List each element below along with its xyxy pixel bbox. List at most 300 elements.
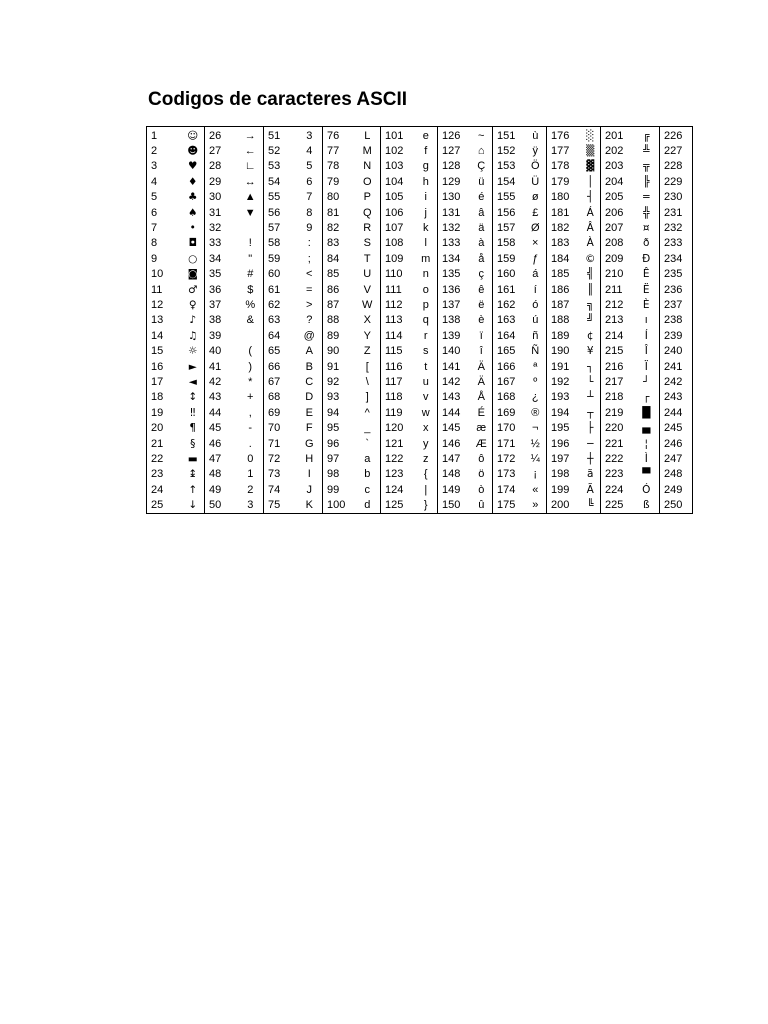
char-glyph-cell: ` bbox=[365, 437, 370, 450]
char-glyph-cell: g bbox=[422, 160, 429, 173]
char-code-cell: 72 bbox=[264, 451, 297, 466]
char-glyph-cell: l bbox=[424, 237, 427, 250]
char-code-cell: 92 bbox=[323, 374, 355, 389]
char-code-cell: 106 bbox=[381, 205, 415, 220]
table-row bbox=[147, 251, 693, 266]
char-code-cell: 182 bbox=[547, 220, 581, 235]
char-code-cell: 209 bbox=[601, 251, 634, 266]
char-code-cell: 194 bbox=[547, 405, 581, 420]
char-code-cell: 54 bbox=[264, 174, 297, 189]
char-code-cell: 67 bbox=[264, 374, 297, 389]
char-code-cell: 125 bbox=[381, 497, 415, 513]
char-code-cell: 32 bbox=[205, 220, 238, 235]
char-code-cell: 40 bbox=[205, 343, 238, 358]
char-code-cell: 126 bbox=[438, 127, 471, 144]
char-glyph-cell: h bbox=[422, 175, 429, 188]
char-glyph-cell: Ü bbox=[531, 175, 540, 188]
char-glyph-cell: G bbox=[304, 437, 314, 450]
char-code-cell: 235 bbox=[660, 267, 693, 282]
page-title: Codigos de caracteres ASCII bbox=[148, 89, 408, 110]
char-glyph-cell: b bbox=[364, 468, 371, 481]
char-code-cell: 13 bbox=[147, 313, 182, 328]
char-glyph-cell: Ë bbox=[642, 283, 650, 296]
char-code-cell: 61 bbox=[264, 282, 297, 297]
char-code-cell: 213 bbox=[601, 313, 634, 328]
char-glyph-cell: X bbox=[363, 314, 371, 327]
char-code-cell: 196 bbox=[547, 436, 581, 451]
char-code-cell: 18 bbox=[147, 390, 182, 405]
char-code-cell: 173 bbox=[493, 467, 525, 482]
char-code-cell: 205 bbox=[601, 190, 634, 205]
char-glyph-cell: ¡ bbox=[533, 468, 538, 481]
char-code-cell: 116 bbox=[381, 359, 415, 374]
char-code-cell: 157 bbox=[493, 220, 525, 235]
char-code-cell: 140 bbox=[438, 343, 471, 358]
char-code-cell: 212 bbox=[601, 297, 634, 312]
char-code-cell: 121 bbox=[381, 436, 415, 451]
char-code-cell: 97 bbox=[323, 451, 355, 466]
char-code-cell: 73 bbox=[264, 467, 297, 482]
char-code-cell: 226 bbox=[660, 127, 693, 144]
char-code-cell: 150 bbox=[438, 497, 471, 513]
char-code-cell: 152 bbox=[493, 143, 525, 158]
char-glyph-cell: º bbox=[533, 375, 538, 388]
char-glyph-cell: [ bbox=[365, 360, 369, 373]
char-glyph-cell: E bbox=[305, 406, 313, 419]
char-code-cell: 78 bbox=[323, 159, 355, 174]
char-glyph-cell: z bbox=[423, 452, 429, 465]
char-code-cell: 27 bbox=[205, 143, 238, 158]
char-glyph-cell: ø bbox=[531, 191, 539, 204]
char-glyph-cell: ) bbox=[248, 360, 253, 373]
char-code-cell: 42 bbox=[205, 374, 238, 389]
char-glyph-cell: ═ bbox=[643, 191, 650, 204]
char-code-cell: 175 bbox=[493, 497, 525, 513]
char-glyph-cell: ↨ bbox=[188, 468, 198, 481]
char-glyph-cell: B bbox=[305, 360, 313, 373]
char-code-cell: 193 bbox=[547, 390, 581, 405]
char-glyph-cell: ù bbox=[525, 127, 547, 144]
char-glyph-cell: * bbox=[248, 375, 253, 388]
char-glyph-cell: | bbox=[424, 483, 428, 496]
char-code-cell: 100 bbox=[323, 497, 355, 513]
char-code-cell: 21 bbox=[147, 436, 182, 451]
char-code-cell: 59 bbox=[264, 251, 297, 266]
char-code-cell: 46 bbox=[205, 436, 238, 451]
char-code-cell: 168 bbox=[493, 390, 525, 405]
char-code-cell: 71 bbox=[264, 436, 297, 451]
char-code-cell: 133 bbox=[438, 236, 471, 251]
char-code-cell: 166 bbox=[493, 359, 525, 374]
char-code-cell: 165 bbox=[493, 343, 525, 358]
char-glyph-cell: ò bbox=[478, 483, 485, 496]
char-glyph-cell: i bbox=[424, 191, 427, 204]
char-glyph-cell: ~ bbox=[471, 127, 493, 144]
char-glyph-cell: ö bbox=[478, 468, 485, 481]
table-row bbox=[147, 143, 693, 158]
char-glyph-cell: │ bbox=[587, 175, 594, 188]
char-code-cell: 124 bbox=[381, 482, 415, 497]
char-code-cell: 185 bbox=[547, 267, 581, 282]
char-code-cell: 230 bbox=[660, 190, 693, 205]
char-code-cell: 25 bbox=[147, 497, 182, 513]
char-glyph-cell: K bbox=[297, 497, 323, 513]
char-code-cell: 233 bbox=[660, 236, 693, 251]
char-code-cell: 244 bbox=[660, 405, 693, 420]
char-code-cell: 210 bbox=[601, 267, 634, 282]
char-code-cell: 16 bbox=[147, 359, 182, 374]
char-code-cell: 200 bbox=[547, 497, 581, 513]
char-code-cell: 101 bbox=[381, 127, 415, 144]
char-code-cell: 79 bbox=[323, 174, 355, 189]
char-code-cell: 211 bbox=[601, 282, 634, 297]
char-code-cell: 120 bbox=[381, 420, 415, 435]
table-row bbox=[147, 467, 693, 482]
char-code-cell: 164 bbox=[493, 328, 525, 343]
char-glyph-cell: ╚ bbox=[581, 497, 601, 513]
char-glyph-cell: ▲ bbox=[244, 191, 256, 204]
char-glyph-cell: A bbox=[305, 345, 313, 358]
char-code-cell: 149 bbox=[438, 482, 471, 497]
char-glyph-cell: - bbox=[248, 422, 253, 435]
char-glyph-cell: ↑ bbox=[188, 483, 198, 496]
char-glyph-cell: $ bbox=[247, 283, 254, 296]
char-code-cell: 179 bbox=[547, 174, 581, 189]
char-code-cell: 170 bbox=[493, 420, 525, 435]
char-code-cell: 199 bbox=[547, 482, 581, 497]
char-code-cell: 155 bbox=[493, 190, 525, 205]
char-glyph-cell: M bbox=[362, 145, 372, 158]
char-code-cell: 29 bbox=[205, 174, 238, 189]
char-glyph-cell: W bbox=[362, 298, 373, 311]
char-code-cell: 192 bbox=[547, 374, 581, 389]
char-code-cell: 75 bbox=[264, 497, 297, 513]
char-code-cell: 239 bbox=[660, 328, 693, 343]
table-row bbox=[147, 451, 693, 466]
char-code-cell: 80 bbox=[323, 190, 355, 205]
char-code-cell: 137 bbox=[438, 297, 471, 312]
char-code-cell: 43 bbox=[205, 390, 238, 405]
char-code-cell: 214 bbox=[601, 328, 634, 343]
char-code-cell: 215 bbox=[601, 343, 634, 358]
char-code-cell: 39 bbox=[205, 328, 238, 343]
char-glyph-cell: s bbox=[423, 345, 429, 358]
char-glyph-cell: # bbox=[247, 268, 254, 281]
char-glyph-cell: @ bbox=[303, 329, 315, 342]
char-glyph-cell: ╣ bbox=[587, 268, 594, 281]
char-code-cell: 242 bbox=[660, 374, 693, 389]
char-code-cell: 158 bbox=[493, 236, 525, 251]
char-glyph-cell: T bbox=[363, 252, 371, 265]
char-glyph-cell: ╗ bbox=[587, 298, 594, 311]
char-code-cell: 128 bbox=[438, 159, 471, 174]
char-glyph-cell: C bbox=[305, 375, 314, 388]
char-code-cell: 57 bbox=[264, 220, 297, 235]
char-code-cell: 122 bbox=[381, 451, 415, 466]
char-glyph-cell: î bbox=[479, 345, 483, 358]
char-code-cell: 53 bbox=[264, 159, 297, 174]
char-code-cell: 2 bbox=[147, 143, 182, 158]
char-glyph-cell: , bbox=[248, 406, 252, 419]
char-code-cell: 77 bbox=[323, 143, 355, 158]
char-code-cell: 231 bbox=[660, 205, 693, 220]
char-glyph-cell: H bbox=[305, 452, 314, 465]
char-glyph-cell: ú bbox=[532, 314, 539, 327]
char-code-cell: 38 bbox=[205, 313, 238, 328]
char-code-cell: 174 bbox=[493, 482, 525, 497]
char-glyph-cell bbox=[238, 220, 264, 235]
char-glyph-cell: Z bbox=[363, 345, 371, 358]
char-code-cell: 198 bbox=[547, 467, 581, 482]
char-code-cell: 58 bbox=[264, 236, 297, 251]
char-code-cell: 172 bbox=[493, 451, 525, 466]
char-code-cell: 144 bbox=[438, 405, 471, 420]
char-code-cell: 60 bbox=[264, 267, 297, 282]
char-code-cell: 14 bbox=[147, 328, 182, 343]
char-glyph-cell: ┤ bbox=[587, 191, 594, 204]
char-glyph-cell: ä bbox=[478, 222, 485, 235]
char-code-cell: 206 bbox=[601, 205, 634, 220]
char-code-cell: 113 bbox=[381, 313, 415, 328]
char-glyph-cell: ╔ bbox=[634, 127, 660, 144]
char-glyph-cell: ╝ bbox=[587, 314, 594, 327]
table-row bbox=[147, 236, 693, 251]
char-glyph-cell: = bbox=[306, 283, 313, 296]
char-code-cell: 224 bbox=[601, 482, 634, 497]
char-glyph-cell: ß bbox=[634, 497, 660, 513]
char-code-cell: 107 bbox=[381, 220, 415, 235]
char-code-cell: 248 bbox=[660, 467, 693, 482]
char-glyph-cell: Ñ bbox=[531, 345, 540, 358]
char-code-cell: 160 bbox=[493, 267, 525, 282]
char-glyph-cell: Ì bbox=[644, 452, 648, 465]
char-code-cell: 33 bbox=[205, 236, 238, 251]
char-glyph-cell: 6 bbox=[306, 175, 313, 188]
char-glyph-cell: } bbox=[415, 497, 438, 513]
char-code-cell: 245 bbox=[660, 420, 693, 435]
char-glyph-cell: ¦ bbox=[644, 437, 649, 450]
char-code-cell: 188 bbox=[547, 313, 581, 328]
char-code-cell: 94 bbox=[323, 405, 355, 420]
char-code-cell: 189 bbox=[547, 328, 581, 343]
char-glyph-cell: \ bbox=[365, 375, 369, 388]
char-glyph-cell: ├ bbox=[587, 422, 594, 435]
char-code-cell: 34 bbox=[205, 251, 238, 266]
char-glyph-cell: ô bbox=[478, 452, 485, 465]
char-glyph-cell: u bbox=[422, 375, 429, 388]
char-code-cell: 98 bbox=[323, 467, 355, 482]
char-glyph-cell: 8 bbox=[306, 206, 313, 219]
char-glyph-cell: ♀ bbox=[188, 298, 197, 311]
char-code-cell: 3 bbox=[147, 159, 182, 174]
char-glyph-cell: ○ bbox=[188, 252, 198, 265]
char-glyph-cell: ® bbox=[531, 406, 540, 419]
char-code-cell: 171 bbox=[493, 436, 525, 451]
char-code-cell: 241 bbox=[660, 359, 693, 374]
char-glyph-cell: x bbox=[423, 422, 429, 435]
char-code-cell: 109 bbox=[381, 251, 415, 266]
char-glyph-cell: 7 bbox=[306, 191, 313, 204]
char-glyph-cell: d bbox=[355, 497, 381, 513]
char-glyph-cell: Ð bbox=[642, 252, 651, 265]
char-glyph-cell: ¬ bbox=[532, 422, 539, 435]
char-code-cell: 66 bbox=[264, 359, 297, 374]
char-glyph-cell: å bbox=[478, 252, 485, 265]
char-glyph-cell: ♪ bbox=[189, 314, 197, 327]
char-code-cell: 12 bbox=[147, 297, 182, 312]
char-glyph-cell: Ø bbox=[530, 222, 540, 235]
char-glyph-cell: ã bbox=[587, 468, 594, 481]
char-glyph-cell: ê bbox=[478, 283, 485, 296]
char-glyph-cell: > bbox=[306, 298, 313, 311]
char-glyph-cell: ¥ bbox=[586, 345, 594, 358]
char-code-cell: 225 bbox=[601, 497, 634, 513]
char-glyph-cell: ◄ bbox=[188, 375, 197, 388]
char-code-cell: 176 bbox=[547, 127, 581, 144]
char-glyph-cell: Ã bbox=[586, 483, 594, 496]
char-glyph-cell: ¿ bbox=[531, 391, 539, 404]
char-code-cell: 151 bbox=[493, 127, 525, 144]
char-code-cell: 117 bbox=[381, 374, 415, 389]
char-glyph-cell: 0 bbox=[247, 452, 254, 465]
char-glyph-cell: É bbox=[477, 406, 485, 419]
char-code-cell: 141 bbox=[438, 359, 471, 374]
char-glyph-cell: " bbox=[248, 252, 253, 265]
char-code-cell: 219 bbox=[601, 405, 634, 420]
char-glyph-cell: û bbox=[471, 497, 493, 513]
char-code-cell: 47 bbox=[205, 451, 238, 466]
char-code-cell: 96 bbox=[323, 436, 355, 451]
char-code-cell: 84 bbox=[323, 251, 355, 266]
char-glyph-cell: ┌ bbox=[643, 391, 650, 404]
table-row bbox=[147, 159, 693, 174]
char-code-cell: 24 bbox=[147, 482, 182, 497]
char-glyph-cell: a bbox=[364, 452, 371, 465]
char-code-cell: 11 bbox=[147, 282, 182, 297]
char-code-cell: 154 bbox=[493, 174, 525, 189]
char-glyph-cell: ^ bbox=[364, 406, 370, 419]
char-code-cell: 50 bbox=[205, 497, 238, 513]
char-code-cell: 65 bbox=[264, 343, 297, 358]
char-glyph-cell: N bbox=[363, 160, 372, 173]
char-glyph-cell: « bbox=[532, 483, 539, 496]
table-row bbox=[147, 374, 693, 389]
char-glyph-cell: █ bbox=[642, 406, 651, 419]
char-glyph-cell: → bbox=[238, 127, 264, 144]
char-code-cell: 240 bbox=[660, 343, 693, 358]
char-code-cell: 246 bbox=[660, 436, 693, 451]
char-code-cell: 183 bbox=[547, 236, 581, 251]
char-code-cell: 145 bbox=[438, 420, 471, 435]
char-code-cell: 90 bbox=[323, 343, 355, 358]
ascii-table-body bbox=[147, 127, 693, 514]
char-glyph-cell: ó bbox=[532, 298, 539, 311]
char-code-cell: 190 bbox=[547, 343, 581, 358]
table-row bbox=[147, 390, 693, 405]
char-code-cell: 110 bbox=[381, 267, 415, 282]
char-glyph-cell: ↔ bbox=[244, 175, 256, 188]
char-code-cell: 178 bbox=[547, 159, 581, 174]
char-code-cell: 191 bbox=[547, 359, 581, 374]
char-glyph-cell: ? bbox=[306, 314, 313, 327]
char-code-cell: 20 bbox=[147, 420, 182, 435]
char-code-cell: 162 bbox=[493, 297, 525, 312]
char-glyph-cell: ┴ bbox=[587, 391, 594, 404]
char-glyph-cell: Y bbox=[363, 329, 371, 342]
table-row bbox=[147, 190, 693, 205]
char-code-cell: 31 bbox=[205, 205, 238, 220]
char-glyph-cell: ▄ bbox=[642, 422, 651, 435]
char-glyph-cell: Ä bbox=[477, 360, 485, 373]
char-glyph-cell: j bbox=[424, 206, 427, 219]
char-glyph-cell: r bbox=[423, 329, 428, 342]
char-code-cell: 207 bbox=[601, 220, 634, 235]
char-glyph-cell: ╦ bbox=[643, 160, 650, 173]
char-code-cell: 148 bbox=[438, 467, 471, 482]
char-code-cell: 247 bbox=[660, 451, 693, 466]
char-code-cell: 87 bbox=[323, 297, 355, 312]
char-code-cell: 30 bbox=[205, 190, 238, 205]
char-code-cell: 232 bbox=[660, 220, 693, 235]
char-glyph-cell: ( bbox=[248, 345, 253, 358]
char-glyph-cell: L bbox=[355, 127, 381, 144]
table-row bbox=[147, 313, 693, 328]
char-code-cell: 6 bbox=[147, 205, 182, 220]
char-glyph-cell: ╩ bbox=[643, 145, 650, 158]
char-code-cell: 238 bbox=[660, 313, 693, 328]
char-glyph-cell: o bbox=[422, 283, 429, 296]
char-glyph-cell: ♥ bbox=[188, 160, 198, 173]
char-code-cell: 146 bbox=[438, 436, 471, 451]
char-code-cell: 112 bbox=[381, 297, 415, 312]
char-glyph-cell: + bbox=[247, 391, 254, 404]
char-code-cell: 45 bbox=[205, 420, 238, 435]
char-glyph-cell: U bbox=[363, 268, 372, 281]
char-glyph-cell: ↓ bbox=[182, 497, 205, 513]
char-code-cell: 221 bbox=[601, 436, 634, 451]
char-code-cell: 119 bbox=[381, 405, 415, 420]
char-glyph-cell: ♫ bbox=[188, 329, 198, 342]
char-code-cell: 139 bbox=[438, 328, 471, 343]
char-code-cell: 35 bbox=[205, 267, 238, 282]
char-glyph-cell: v bbox=[423, 391, 429, 404]
char-code-cell: 123 bbox=[381, 467, 415, 482]
char-code-cell: 82 bbox=[323, 220, 355, 235]
char-glyph-cell: Ó bbox=[642, 483, 651, 496]
char-glyph-cell: ☼ bbox=[188, 345, 198, 358]
char-code-cell: 48 bbox=[205, 467, 238, 482]
char-code-cell: 135 bbox=[438, 267, 471, 282]
char-glyph-cell: ¶ bbox=[189, 422, 197, 435]
char-code-cell: 153 bbox=[493, 159, 525, 174]
char-glyph-cell: Â bbox=[586, 222, 594, 235]
char-glyph-cell: ▼ bbox=[244, 206, 256, 219]
char-glyph-cell: ┼ bbox=[587, 452, 594, 465]
char-glyph-cell: 5 bbox=[306, 160, 313, 173]
char-code-cell: 217 bbox=[601, 374, 634, 389]
char-code-cell: 249 bbox=[660, 482, 693, 497]
char-code-cell: 111 bbox=[381, 282, 415, 297]
char-glyph-cell: ♦ bbox=[188, 175, 198, 188]
char-glyph-cell: % bbox=[245, 298, 256, 311]
char-code-cell: 62 bbox=[264, 297, 297, 312]
char-code-cell: 204 bbox=[601, 174, 634, 189]
char-code-cell: 81 bbox=[323, 205, 355, 220]
char-glyph-cell: . bbox=[248, 437, 252, 450]
char-code-cell: 138 bbox=[438, 313, 471, 328]
char-glyph-cell: Q bbox=[362, 206, 372, 219]
char-code-cell: 187 bbox=[547, 297, 581, 312]
